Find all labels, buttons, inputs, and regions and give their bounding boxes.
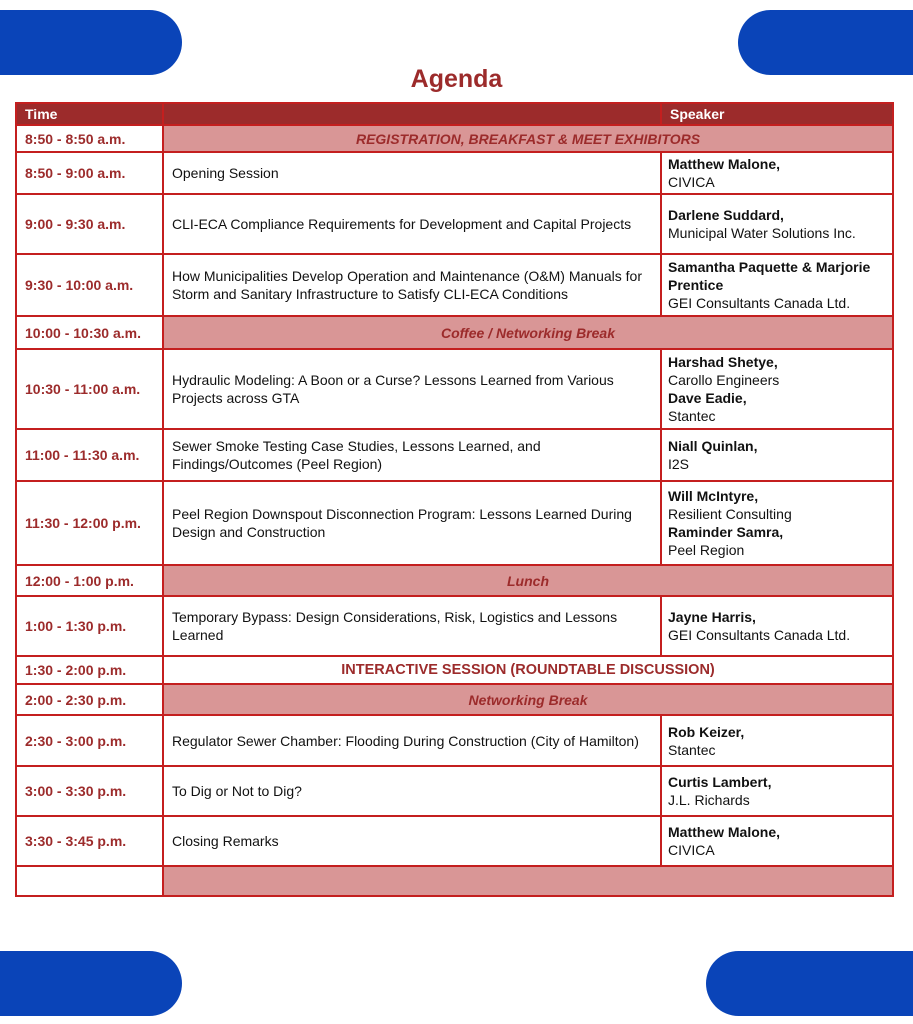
empty-cell <box>16 866 163 896</box>
speaker-name: Matthew Malone, <box>668 824 781 840</box>
session-cell: CLI-ECA Compliance Requirements for Development and Capital Projects <box>163 194 661 254</box>
speaker-cell <box>661 596 893 656</box>
speaker-name: Dave Eadie, <box>668 390 747 406</box>
speaker-organization: GEI Consultants Canada Ltd. <box>668 295 851 311</box>
table-row <box>16 596 893 656</box>
table-row <box>16 429 893 481</box>
speaker-organization: I2S <box>668 456 690 472</box>
time-cell: 11:00 - 11:30 a.m. <box>16 429 163 481</box>
table-row <box>16 152 893 194</box>
speaker-name: Will McIntyre, <box>668 488 759 504</box>
speaker-cell <box>661 429 893 481</box>
speaker-name: Curtis Lambert, <box>668 774 772 790</box>
speaker-organization: J.L. Richards <box>668 792 750 808</box>
table-row <box>16 194 893 254</box>
table-row <box>16 349 893 429</box>
session-cell: Peel Region Downspout Disconnection Program: Lessons Learned During Design and Construction <box>163 481 661 565</box>
header-speaker: Speaker <box>661 103 893 125</box>
speaker-cell <box>661 715 893 766</box>
speaker-organization: Carollo Engineers <box>668 372 780 388</box>
time-cell: 12:00 - 1:00 p.m. <box>16 565 163 596</box>
speaker-name: Matthew Malone, <box>668 156 781 172</box>
speaker-organization: CIVICA <box>668 842 715 858</box>
time-cell: 8:50 - 8:50 a.m. <box>16 125 163 152</box>
banner-cell: Coffee / Networking Break <box>163 316 893 349</box>
time-cell: 1:00 - 1:30 p.m. <box>16 596 163 656</box>
speaker-organization: Stantec <box>668 408 716 424</box>
time-cell: 3:30 - 3:45 p.m. <box>16 816 163 866</box>
speaker-cell <box>661 194 893 254</box>
session-cell: Closing Remarks <box>163 816 661 866</box>
speaker-cell <box>661 766 893 816</box>
table-row <box>16 766 893 816</box>
time-cell: 3:00 - 3:30 p.m. <box>16 766 163 816</box>
time-cell: 9:00 - 9:30 a.m. <box>16 194 163 254</box>
speaker-cell <box>661 254 893 316</box>
session-cell: Hydraulic Modeling: A Boon or a Curse? Lessons Learned from Various Projects across GTA <box>163 349 661 429</box>
table-row <box>16 125 893 152</box>
speaker-name: Darlene Suddard, <box>668 207 784 223</box>
speaker-organization: GEI Consultants Canada Ltd. <box>668 627 851 643</box>
session-cell: Sewer Smoke Testing Case Studies, Lessons Learned, and Findings/Outcomes (Peel Region) <box>163 429 661 481</box>
speaker-cell <box>661 816 893 866</box>
speaker-name: Rob Keizer, <box>668 723 745 740</box>
banner-cell: Lunch <box>163 565 893 596</box>
table-row <box>16 656 893 684</box>
table-row <box>16 481 893 565</box>
speaker-name: Jayne Harris, <box>668 609 756 625</box>
session-cell: How Municipalities Develop Operation and Maintenance (O&M) Manuals for Storm and Sanitary Infrastructure to Satisfy CLI-ECA Conditions <box>163 254 661 316</box>
session-cell: To Dig or Not to Dig? <box>163 766 661 816</box>
time-cell: 10:30 - 11:00 a.m. <box>16 349 163 429</box>
speaker-organization: Stantec <box>668 741 716 758</box>
time-cell: 2:30 - 3:00 p.m. <box>16 715 163 766</box>
speaker-name: Samantha Paquette & Marjorie Prentice <box>668 259 871 293</box>
table-row <box>16 684 893 715</box>
table-row <box>16 316 893 349</box>
table-row <box>16 715 893 766</box>
time-cell: 1:30 - 2:00 p.m. <box>16 656 163 684</box>
speaker-organization: Municipal Water Solutions Inc. <box>668 225 856 241</box>
speaker-name: Harshad Shetye, <box>668 354 778 370</box>
table-header-row <box>16 103 893 125</box>
decorative-blob-bottom-left <box>0 951 182 1016</box>
table-row <box>16 565 893 596</box>
header-session <box>163 103 661 125</box>
speaker-organization: CIVICA <box>668 174 715 190</box>
speaker-cell <box>661 349 893 429</box>
table-row <box>16 254 893 316</box>
speaker-name: Raminder Samra, <box>668 524 784 540</box>
table-row <box>16 816 893 866</box>
speaker-name: Niall Quinlan, <box>668 438 758 454</box>
speaker-cell <box>661 152 893 194</box>
header-time: Time <box>16 103 163 125</box>
agenda-body <box>16 125 893 896</box>
banner-cell: REGISTRATION, BREAKFAST & MEET EXHIBITORS <box>163 125 893 152</box>
speaker-cell <box>661 481 893 565</box>
time-cell: 8:50 - 9:00 a.m. <box>16 152 163 194</box>
page-title: Agenda <box>410 65 503 93</box>
empty-row <box>16 866 893 896</box>
time-cell: 11:30 - 12:00 p.m. <box>16 481 163 565</box>
session-cell: Regulator Sewer Chamber: Flooding During Construction (City of Hamilton) <box>163 715 661 766</box>
banner-cell: Networking Break <box>163 684 893 715</box>
speaker-organization: Peel Region <box>668 542 745 558</box>
agenda-table <box>15 102 894 897</box>
time-cell: 2:00 - 2:30 p.m. <box>16 684 163 715</box>
time-cell: 9:30 - 10:00 a.m. <box>16 254 163 316</box>
time-cell: 10:00 - 10:30 a.m. <box>16 316 163 349</box>
empty-banner-cell <box>163 866 893 896</box>
decorative-blob-bottom-right <box>706 951 913 1016</box>
banner-cell: INTERACTIVE SESSION (ROUNDTABLE DISCUSSION) <box>163 656 893 684</box>
speaker-organization: Resilient Consulting <box>668 506 792 522</box>
session-cell: Opening Session <box>163 152 661 194</box>
session-cell: Temporary Bypass: Design Considerations, Risk, Logistics and Lessons Learned <box>163 596 661 656</box>
